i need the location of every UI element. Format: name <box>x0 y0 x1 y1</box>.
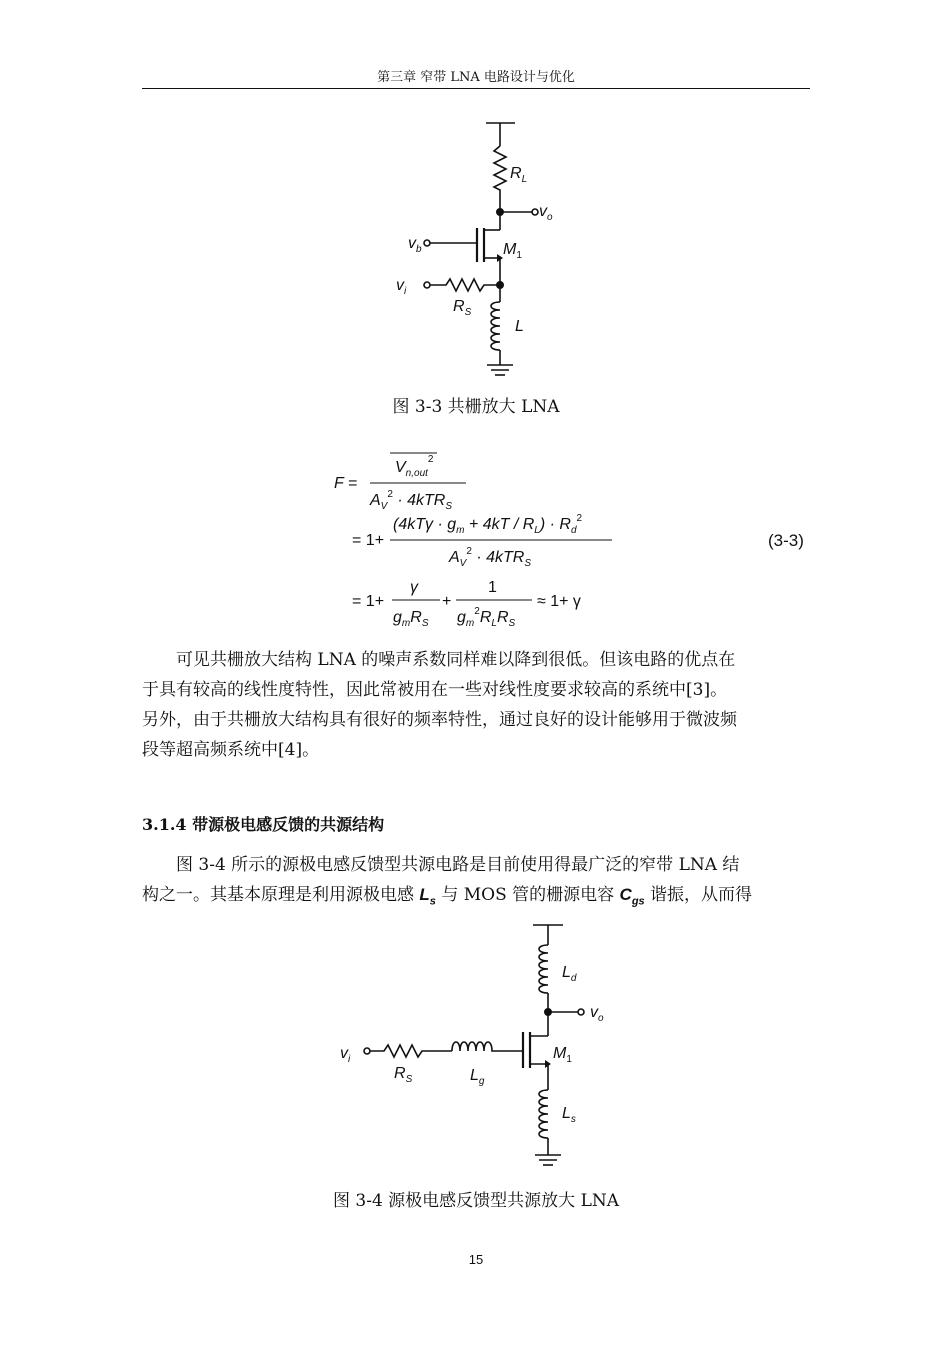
page-number: 15 <box>468 1252 484 1267</box>
text-line: 另外，由于共栅放大结构具有很好的频率特性，通过良好的设计能够用于微波频 <box>142 710 737 730</box>
eq-f3-den: $g_mR_S$ <box>393 609 429 629</box>
lg-inductor <box>452 1042 523 1051</box>
lg-label: $L_g$ <box>470 1067 485 1087</box>
ld-label: $L_d$ <box>562 964 577 984</box>
equation-3-3 <box>320 440 640 640</box>
vi-label: $v_i$ <box>340 1045 351 1065</box>
eq-num2: $(4kT\gamma \cdot g_m + 4kT / R_L) \cdot R_d^2$ <box>393 513 583 536</box>
paragraph-2 <box>142 850 810 916</box>
eq-f4-num: 1 <box>488 579 497 596</box>
m1-label: $M_1$ <box>503 241 522 261</box>
text-line: 构之一。其基本原理是利用源极电感 $L_s$ 与 MOS 管的栅源电容 $C_{gs}$ 谐振，从而得 <box>142 885 753 908</box>
vo-label: $v_o$ <box>539 203 553 223</box>
eq-approx: ≈ 1+ γ <box>537 593 581 610</box>
figure-3-4-caption: 图 3-4 源极电感反馈型共源放大 LNA <box>332 1191 620 1211</box>
rs-resistor <box>430 279 500 291</box>
equation-number: (3-3) <box>768 531 804 550</box>
vb-terminal <box>424 240 430 246</box>
m1-label: $M_1$ <box>553 1045 572 1065</box>
eq-f4-den: $g_m^2R_LR_S$ <box>457 606 516 629</box>
figure-common-gate-lna <box>380 110 580 390</box>
running-header: 第三章 窄带 LNA 电路设计与优化 <box>377 70 575 85</box>
text-line: 可见共栅放大结构 LNA 的噪声系数同样难以降到很低。但该电路的优点在 <box>176 650 736 670</box>
text-line: 段等超高频系统中[4]。 <box>142 740 320 760</box>
figure-source-degenerated-lna <box>330 915 620 1180</box>
eq-lhs: F = <box>334 475 358 492</box>
l-label: L <box>515 318 524 335</box>
text-line: 图 3-4 所示的源极电感反馈型共源电路是目前使用得最广泛的窄带 LNA 结 <box>176 855 740 875</box>
ld-inductor <box>539 945 548 993</box>
vo-label: $v_o$ <box>590 1004 604 1024</box>
eq-num1: $V_{n,out}^2$ <box>395 454 434 479</box>
ls-label: $L_s$ <box>562 1105 576 1125</box>
vb-label: $v_b$ <box>408 235 422 255</box>
rs-resistor <box>370 1045 452 1057</box>
rl-resistor <box>494 146 506 212</box>
paragraph-1 <box>142 645 810 765</box>
vi-terminal <box>424 282 430 288</box>
section-heading: 3.1.4 带源极电感反馈的共源结构 <box>142 815 385 834</box>
vi-label: $v_i$ <box>396 277 407 297</box>
eq-line3-prefix: = 1+ <box>352 593 385 610</box>
vo-terminal <box>578 1009 584 1015</box>
vi-terminal <box>364 1048 370 1054</box>
eq-line2-prefix: = 1+ <box>352 532 385 549</box>
ls-inductor <box>539 1090 548 1138</box>
rs-label: $R_S$ <box>453 298 472 318</box>
l-inductor <box>491 302 500 350</box>
eq-den2: $A_V^2 \cdot 4kTR_S$ <box>449 546 532 569</box>
rs-label: $R_S$ <box>394 1065 413 1085</box>
eq-plus: + <box>442 593 452 610</box>
rl-label: $R_L$ <box>510 165 528 185</box>
header-rule <box>142 88 810 89</box>
eq-den1: $A_V^2 \cdot 4kTR_S$ <box>370 489 453 512</box>
eq-f3-num: γ <box>410 579 418 596</box>
vo-terminal <box>532 209 538 215</box>
text-line: 于具有较高的线性度特性，因此常被用在一些对线性度要求较高的系统中[3]。 <box>142 680 728 700</box>
figure-3-3-caption: 图 3-3 共栅放大 LNA <box>392 397 560 417</box>
